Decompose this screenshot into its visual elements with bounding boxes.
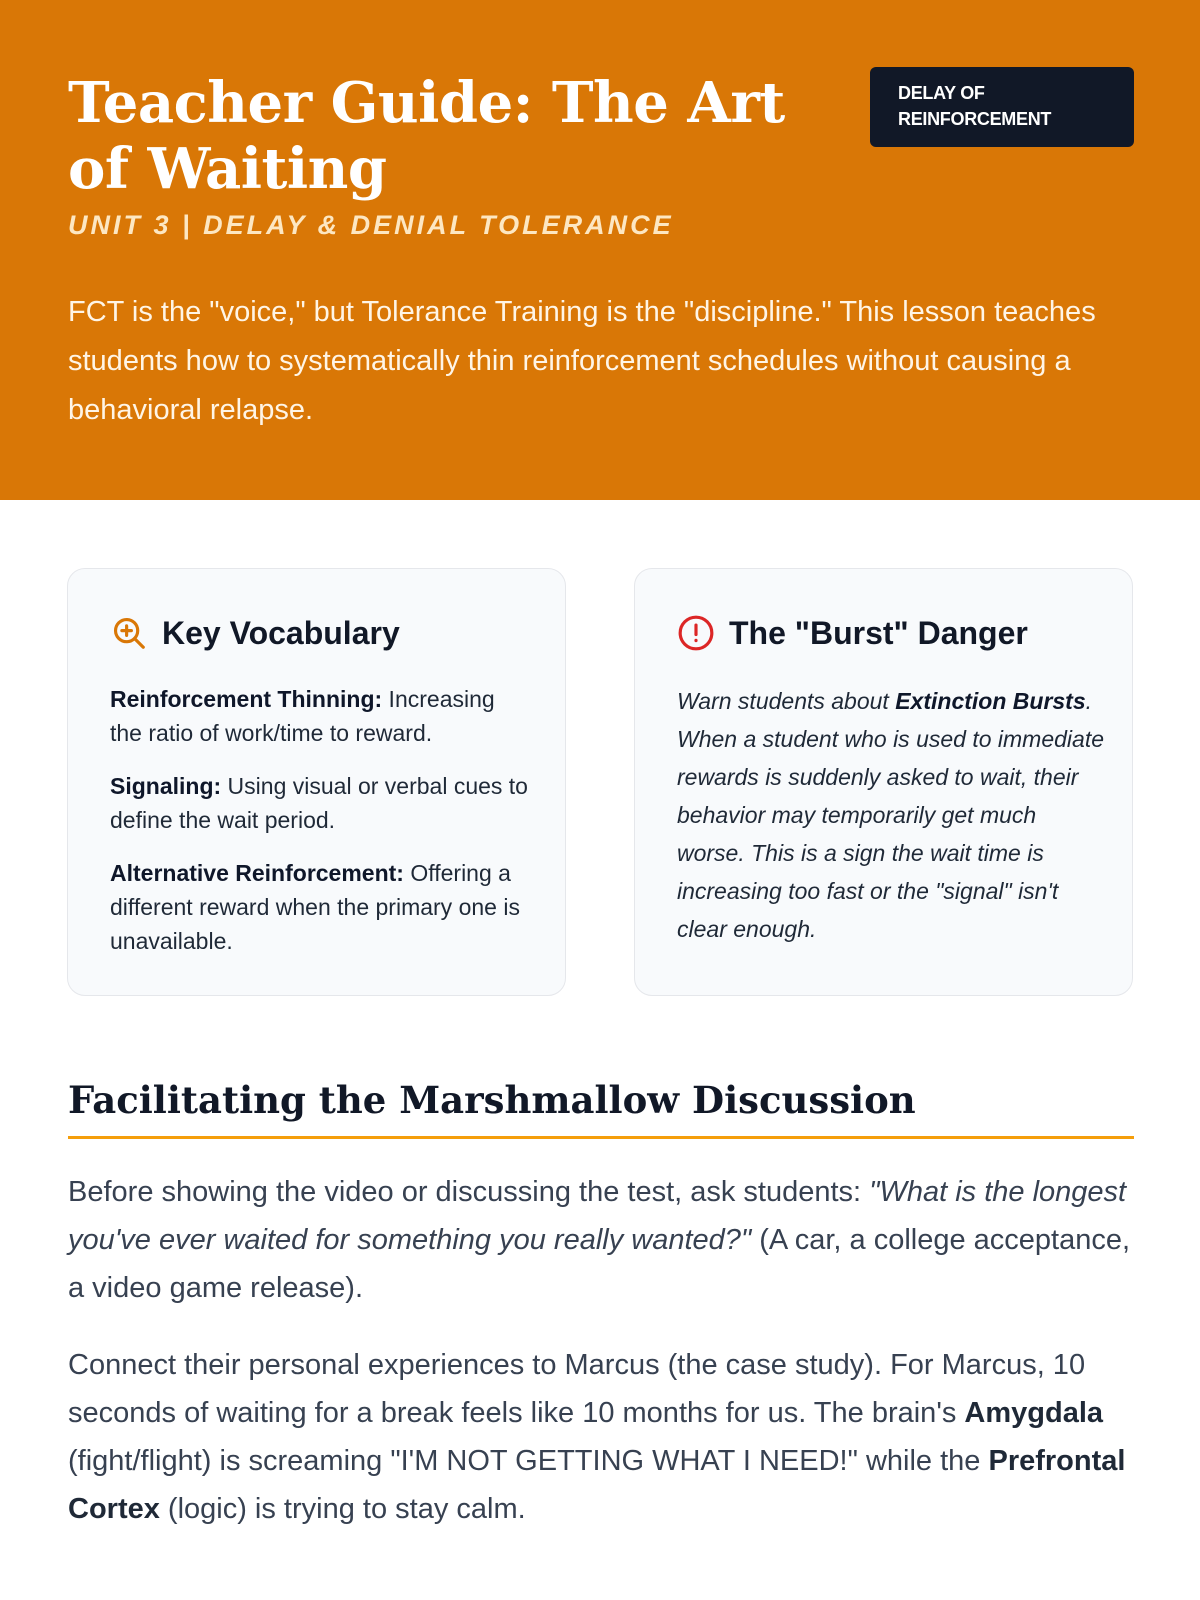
header-banner — [0, 0, 1200, 500]
discussion-paragraph-2 — [68, 1341, 1148, 1533]
p1-examples: (A car, a college acceptance, a video game release). — [68, 1224, 1131, 1304]
burst-danger-card — [634, 568, 1133, 996]
burst-card-header — [677, 611, 1028, 655]
vocab-term: Signaling: — [110, 773, 222, 799]
vocab-item — [110, 769, 530, 837]
burst-warning-text — [677, 682, 1107, 948]
vocab-term: Alternative Reinforcement: — [110, 860, 404, 886]
discussion-section-title: Facilitating the Marshmallow Discussion — [68, 1078, 1134, 1139]
amygdala-term: Amygdala — [964, 1397, 1104, 1429]
discussion-paragraph-1 — [68, 1168, 1148, 1312]
vocab-definition: Using visual or verbal cues to define the wait period. — [110, 773, 528, 833]
vocab-item — [110, 682, 530, 750]
vocabulary-card-title: Key Vocabulary — [162, 614, 400, 651]
vocabulary-list — [110, 682, 530, 977]
vocab-term: Reinforcement Thinning: — [110, 686, 383, 712]
vocabulary-card-header — [110, 611, 400, 655]
burst-text-end: . When a student who is used to immediate rewards is suddenly asked to wait, their behavior may temporarily get much worse. This is a sign the wait time is increasing too fast or the "signal" isn't clear enough. — [677, 688, 1105, 942]
zoom-in-icon — [110, 614, 148, 652]
unit-subtitle: UNIT 3 | DELAY & DENIAL TOLERANCE — [68, 210, 674, 240]
vocab-definition: Increasing the ratio of work/time to reward. — [110, 686, 495, 746]
p2-text: (fight/flight) is screaming "I'M NOT GETTING WHAT I NEED!" while the — [68, 1445, 989, 1477]
intro-paragraph: FCT is the "voice," but Tolerance Training is the "discipline." This lesson teaches students how to systematically thin reinforcement schedules without causing a behavioral relapse. — [68, 296, 1096, 426]
vocabulary-card — [67, 568, 566, 996]
page-title: Teacher Guide: The Art of Waiting — [68, 70, 785, 202]
p2-text: (logic) is trying to stay calm. — [159, 1493, 526, 1525]
p2-text: Connect their personal experiences to Marcus (the case study). For Marcus, 10 seconds of waiting for a break feels like 10 months for us. The brain's — [68, 1349, 1086, 1429]
discussion-question: "What is the longest you've ever waited for something you really wanted?" — [68, 1176, 1127, 1256]
prefrontal-cortex-term: Prefrontal Cortex — [68, 1445, 1126, 1525]
alert-circle-icon — [677, 614, 715, 652]
p1-text: Before showing the video or discussing the test, ask students: — [68, 1176, 870, 1208]
topic-badge: DELAY OF REINFORCEMENT — [870, 67, 1134, 147]
vocab-definition: Offering a different reward when the primary one is unavailable. — [110, 860, 520, 954]
burst-card-title: The "Burst" Danger — [729, 614, 1028, 651]
burst-highlight: Extinction Bursts — [895, 688, 1086, 714]
vocab-item — [110, 856, 530, 958]
burst-text-start: Warn students about — [677, 688, 896, 714]
